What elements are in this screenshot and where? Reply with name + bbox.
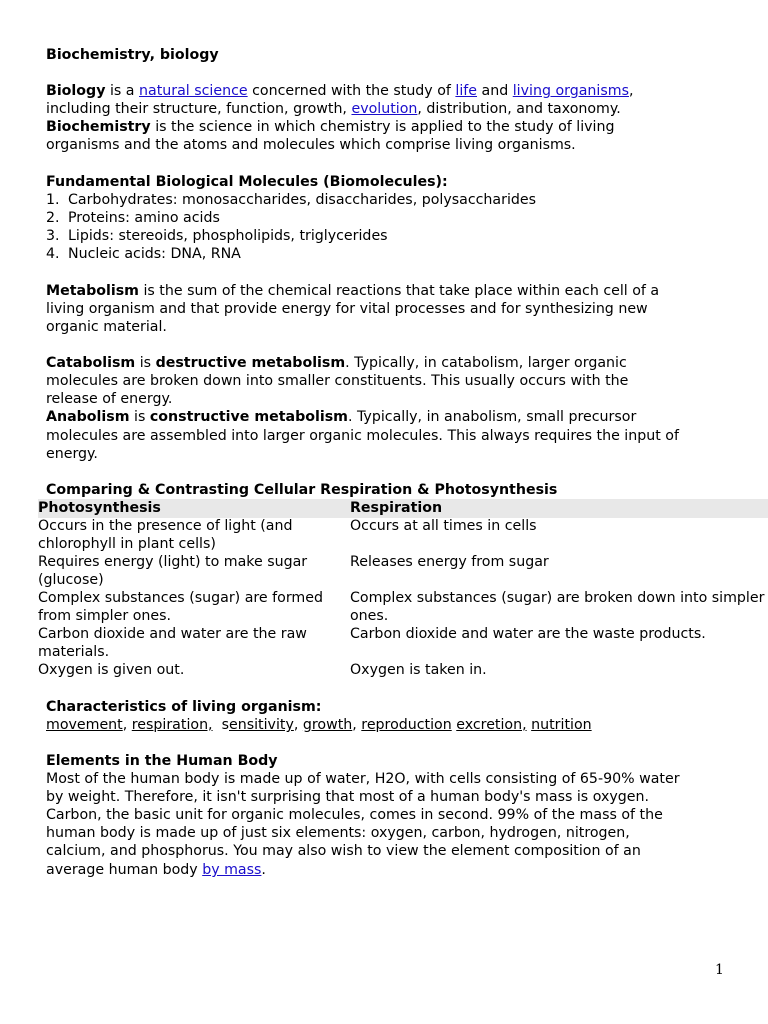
table-cell: Releases energy from sugar: [350, 554, 549, 570]
life-link[interactable]: life: [455, 83, 478, 99]
elements-text: .: [261, 862, 266, 878]
table-cell: Complex substances (sugar) are formed: [38, 590, 323, 606]
catabolism-text: . Typically, in catabolism, larger organic: [345, 355, 627, 371]
constructive-metabolism-term: constructive metabolism: [149, 409, 348, 425]
list-item: [46, 209, 220, 227]
intro-line-4: organisms and the atoms and molecules which comprise living organisms.: [46, 137, 576, 153]
anabolism-line-2: molecules are assembled into larger organic molecules. This always requires the input of: [46, 428, 679, 444]
intro-line-3: [46, 118, 614, 136]
list-item: [46, 191, 536, 209]
metabolism-line-1: [46, 282, 659, 300]
table-header-photosynthesis: Photosynthesis: [38, 500, 161, 516]
metabolism-term: Metabolism: [46, 283, 139, 299]
characteristic-movement: movement: [46, 717, 123, 733]
metabolism-line-3: organic material.: [46, 319, 167, 335]
living-organisms-link[interactable]: living organisms: [512, 83, 629, 99]
table-cell: Requires energy (light) to make sugar: [38, 554, 308, 570]
list-item: [46, 245, 241, 263]
by-mass-link[interactable]: by mass: [202, 862, 262, 878]
table-header-respiration: Respiration: [350, 500, 443, 516]
elements-heading: Elements in the Human Body: [46, 753, 278, 769]
anabolism-text: is: [129, 409, 150, 425]
list-number: 2.: [46, 210, 60, 226]
biology-term: Biology: [46, 83, 106, 99]
intro-line-1: [46, 82, 633, 100]
table-cell: Occurs at all times in cells: [350, 518, 537, 534]
list-number: 1.: [46, 192, 60, 208]
table-cell: chlorophyll in plant cells): [38, 536, 216, 552]
biochemistry-term: Biochemistry: [46, 119, 151, 135]
destructive-metabolism-term: destructive metabolism: [155, 355, 346, 371]
biomolecules-heading: Fundamental Biological Molecules (Biomolecules):: [46, 174, 448, 190]
catabolism-text: is: [135, 355, 156, 371]
list-item: [46, 227, 388, 245]
table-cell: Carbon dioxide and water are the waste products.: [350, 626, 706, 642]
elements-line-2: by weight. Therefore, it isn't surprising that most of a human body's mass is oxygen.: [46, 789, 649, 805]
characteristic-nutrition: nutrition: [531, 717, 592, 733]
characteristic-reproduction: reproduction: [361, 717, 452, 733]
elements-line-6: [46, 861, 266, 879]
elements-line-3: Carbon, the basic unit for organic molecules, comes in second. 99% of the mass of the: [46, 807, 663, 823]
catabolism-line-2: molecules are broken down into smaller constituents. This usually occurs with the: [46, 373, 629, 389]
anabolism-line-1: [46, 408, 636, 426]
anabolism-term: Anabolism: [46, 409, 130, 425]
catabolism-term: Catabolism: [46, 355, 136, 371]
table-cell: Carbon dioxide and water are the raw: [38, 626, 307, 642]
natural-science-link[interactable]: natural science: [139, 83, 248, 99]
elements-text: average human body: [46, 862, 203, 878]
intro-text: concerned with the study of: [247, 83, 456, 99]
table-cell: Oxygen is taken in.: [350, 662, 487, 678]
metabolism-text: is the sum of the chemical reactions that take place within each cell of a: [138, 283, 660, 299]
separator: ,: [352, 717, 362, 733]
list-text: Lipids: stereoids, phospholipids, triglycerides: [68, 228, 388, 244]
elements-line-4: human body is made up of just six elements: oxygen, carbon, hydrogen, nitrogen,: [46, 825, 630, 841]
intro-text: , distribution, and taxonomy.: [417, 101, 621, 117]
table-cell: from simpler ones.: [38, 608, 172, 624]
separator: s: [212, 717, 229, 733]
list-text: Nucleic acids: DNA, RNA: [68, 246, 241, 262]
page-number: 1: [715, 962, 724, 978]
intro-text: and: [477, 83, 513, 99]
table-cell: Complex substances (sugar) are broken down into simpler: [350, 590, 765, 606]
table-cell: Oxygen is given out.: [38, 662, 185, 678]
table-cell: materials.: [38, 644, 110, 660]
elements-line-1: Most of the human body is made up of water, H2O, with cells consisting of 65-90% water: [46, 771, 680, 787]
intro-line-2: [46, 100, 621, 118]
characteristic-excretion: excretion,: [456, 717, 527, 733]
intro-text: is a: [105, 83, 140, 99]
list-number: 4.: [46, 246, 60, 262]
page-title: Biochemistry, biology: [46, 47, 219, 63]
separator: ,: [293, 717, 303, 733]
table-cell: (glucose): [38, 572, 104, 588]
characteristics-list: [46, 716, 592, 734]
anabolism-text: . Typically, in anabolism, small precursor: [347, 409, 637, 425]
intro-text: including their structure, function, growth,: [46, 101, 352, 117]
characteristics-heading: Characteristics of living organism:: [46, 699, 322, 715]
anabolism-line-3: energy.: [46, 446, 98, 462]
table-cell: Occurs in the presence of light (and: [38, 518, 293, 534]
table-cell: ones.: [350, 608, 389, 624]
separator: ,: [122, 717, 132, 733]
catabolism-line-1: [46, 354, 627, 372]
catabolism-line-3: release of energy.: [46, 391, 173, 407]
list-text: Carbohydrates: monosaccharides, disaccharides, polysaccharides: [68, 192, 537, 208]
list-text: Proteins: amino acids: [68, 210, 220, 226]
list-number: 3.: [46, 228, 60, 244]
characteristic-growth: growth: [302, 717, 353, 733]
elements-line-5: calcium, and phosphorus. You may also wish to view the element composition of an: [46, 843, 641, 859]
evolution-link[interactable]: evolution: [351, 101, 418, 117]
characteristic-sensitivity: ensitivity: [229, 717, 294, 733]
intro-text: ,: [628, 83, 634, 99]
metabolism-line-2: living organism and that provide energy for vital processes and for synthesizing new: [46, 301, 648, 317]
comparison-heading: Comparing & Contrasting Cellular Respiration & Photosynthesis: [46, 482, 558, 498]
intro-text: is the science in which chemistry is applied to the study of living: [150, 119, 615, 135]
characteristic-respiration: respiration,: [131, 717, 213, 733]
